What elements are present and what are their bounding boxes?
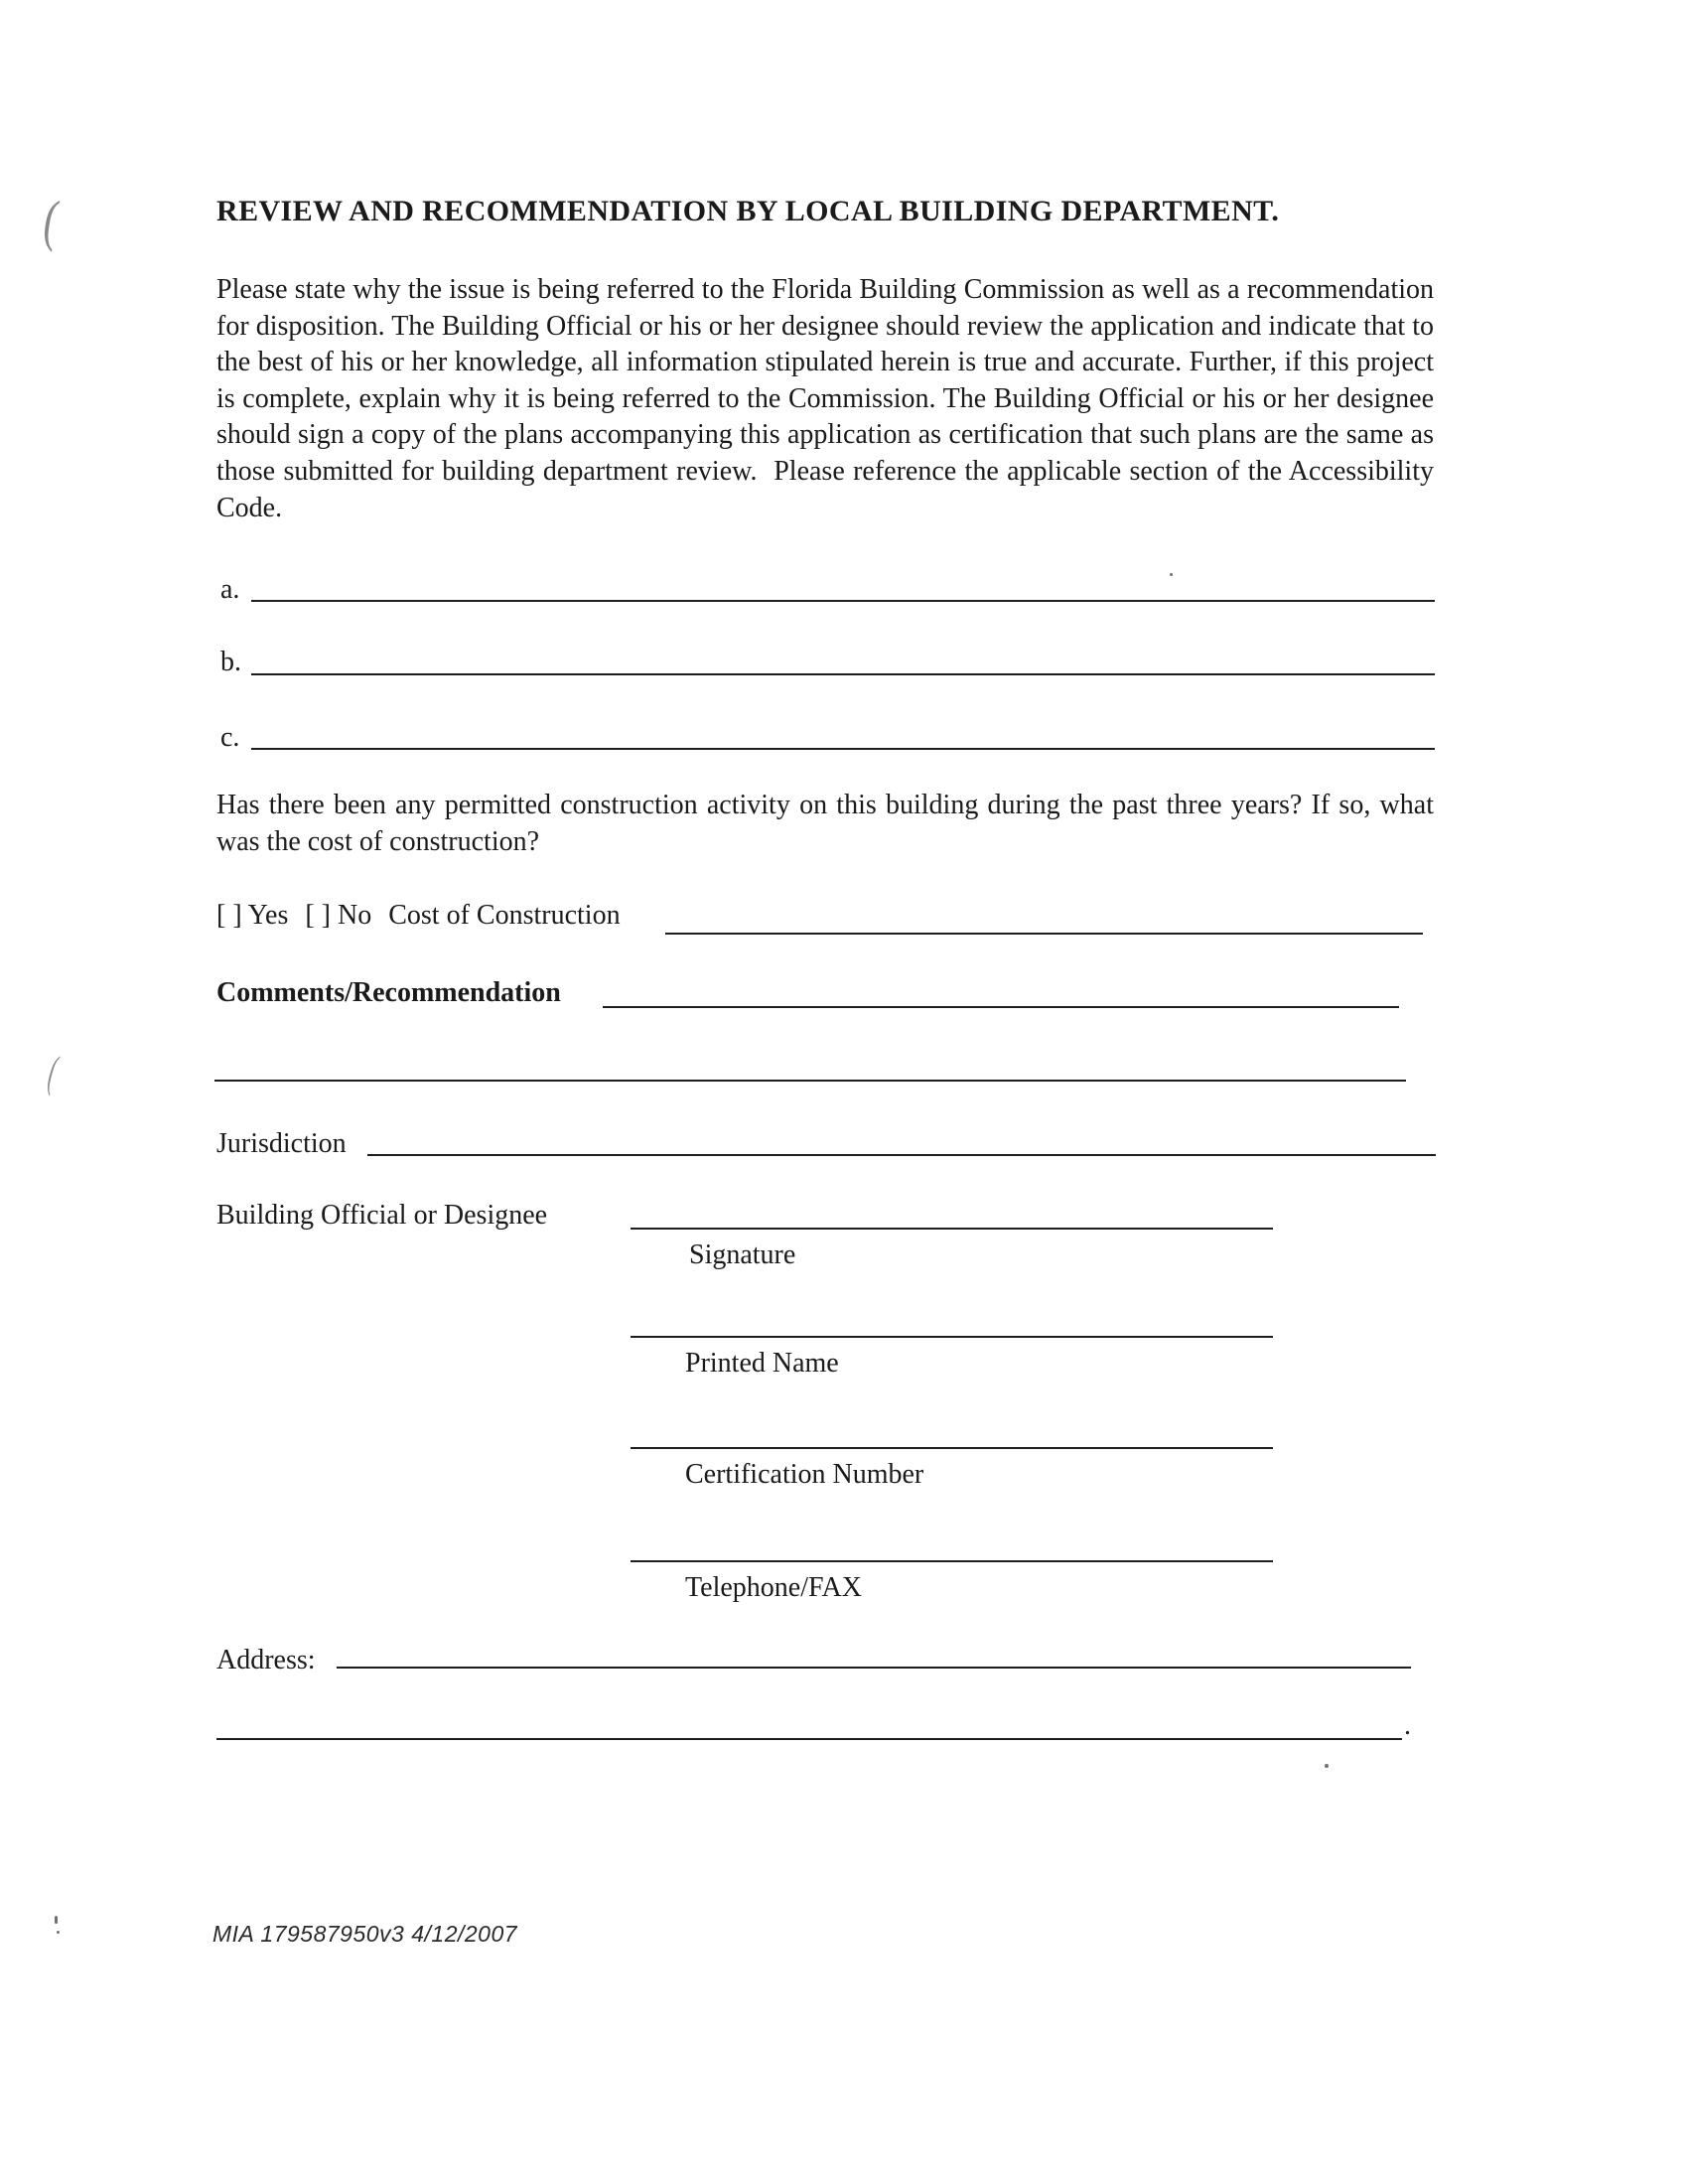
document-reference-footer: MIA 179587950v3 4/12/2007 bbox=[212, 1921, 518, 1947]
section-heading: REVIEW AND RECOMMENDATION BY LOCAL BUILDING DEPARTMENT. bbox=[216, 195, 1280, 227]
scan-speck bbox=[1325, 1764, 1329, 1768]
construction-activity-question: Has there been any permitted construction activity on this building during the past three years? If so, what was the cost of construction? bbox=[216, 790, 1434, 857]
address-label: Address: bbox=[216, 1645, 316, 1675]
certification-number-caption: Certification Number bbox=[685, 1459, 924, 1490]
scan-artifact-paren-middle: ( bbox=[43, 1045, 64, 1097]
trailing-period: . bbox=[1404, 1710, 1411, 1741]
reason-blank-a[interactable] bbox=[251, 600, 1435, 602]
cost-of-construction-blank[interactable] bbox=[665, 933, 1423, 935]
reason-blank-c[interactable] bbox=[251, 748, 1435, 750]
reason-blank-b[interactable] bbox=[251, 673, 1435, 675]
signature-caption: Signature bbox=[689, 1239, 796, 1270]
building-official-label: Building Official or Designee bbox=[216, 1200, 548, 1231]
scan-speck bbox=[1170, 573, 1173, 576]
scan-speck bbox=[57, 1931, 60, 1934]
address-blank-line-2[interactable] bbox=[216, 1738, 1402, 1740]
jurisdiction-blank[interactable] bbox=[367, 1154, 1436, 1156]
comments-blank-line-1[interactable] bbox=[603, 1006, 1399, 1008]
yes-no-cost-row bbox=[216, 900, 631, 932]
reason-label-c: c. bbox=[220, 722, 240, 753]
printed-name-blank[interactable] bbox=[631, 1336, 1273, 1338]
comments-blank-line-2[interactable] bbox=[214, 1080, 1406, 1082]
scan-speck bbox=[55, 1916, 58, 1924]
scan-artifact-paren-top: ( bbox=[39, 187, 64, 253]
cost-of-construction-label: Cost of Construction bbox=[388, 900, 621, 931]
telephone-fax-blank[interactable] bbox=[631, 1560, 1273, 1562]
intro-paragraph: Please state why the issue is being referred to the Florida Building Commission as well as a recommendation for disposition. The Building Official or his or her designee should review the application and indicate that to the best of his or her knowledge, all information stipulated herein is true and accurate. Further, if this project is complete, explain why it is being referred to the Commission. The Building Official or his or her designee should sign a copy of the plans accompanying this application as certification that such plans are the same as those submitted for building department review. Please reference the applicable section of the Accessibility Code. bbox=[216, 274, 1434, 523]
comments-recommendation-label: Comments/Recommendation bbox=[216, 977, 561, 1008]
no-checkbox[interactable]: [ ] No bbox=[305, 900, 372, 931]
reason-label-a: a. bbox=[220, 574, 240, 605]
telephone-fax-caption: Telephone/FAX bbox=[685, 1572, 862, 1603]
signature-blank[interactable] bbox=[631, 1228, 1273, 1230]
yes-checkbox[interactable]: [ ] Yes bbox=[216, 900, 289, 931]
jurisdiction-label: Jurisdiction bbox=[216, 1128, 347, 1159]
reason-label-b: b. bbox=[220, 647, 241, 677]
certification-number-blank[interactable] bbox=[631, 1447, 1273, 1449]
address-blank-line-1[interactable] bbox=[337, 1667, 1411, 1669]
printed-name-caption: Printed Name bbox=[685, 1348, 839, 1379]
